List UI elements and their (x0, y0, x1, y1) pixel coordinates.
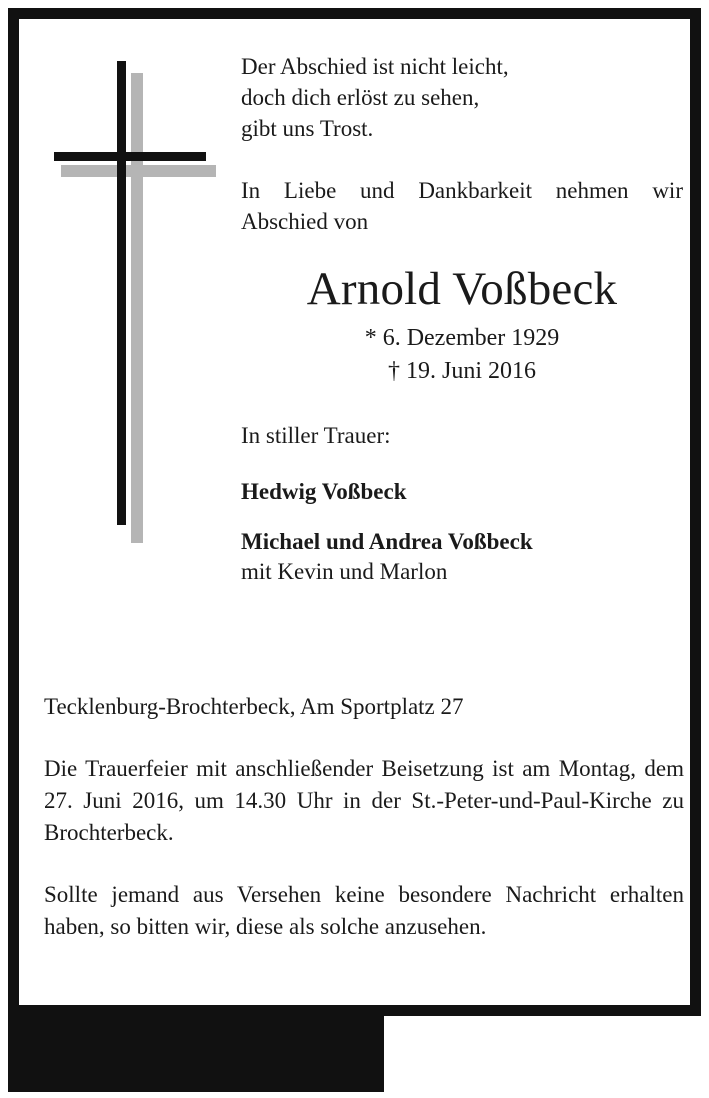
cross-shadow-horizontal (61, 165, 216, 177)
address-text: Tecklenburg-Brochterbeck, Am Sportplatz 27 (44, 694, 464, 719)
card-inner (19, 19, 690, 1005)
notice-text: Sollte jemand aus Versehen keine besondere Nachricht erhalten haben, so bitten wir, diese als solche anzusehen. (44, 882, 684, 939)
deceased-name: Arnold Voßbeck (306, 263, 618, 315)
death-date: † 19. Juni 2016 (387, 358, 536, 384)
verse-line-1: Der Abschied ist nicht leicht, (241, 54, 509, 79)
mourner-group (241, 477, 683, 507)
bottom-black-band (8, 1016, 384, 1092)
cross-shadow-vertical (131, 73, 143, 543)
intro-text: In Liebe und Dankbarkeit nehmen wir Abschied von (241, 178, 683, 234)
mourner-secondary: mit Kevin und Marlon (241, 559, 448, 584)
border-frame (8, 8, 701, 1016)
intro-block (241, 175, 683, 237)
cross-vertical (117, 61, 126, 525)
service-block (44, 753, 684, 849)
lower-text-column (44, 691, 684, 943)
verse-block (241, 51, 683, 144)
life-dates (241, 323, 683, 387)
notice-block (44, 879, 684, 943)
mourner-group (241, 527, 683, 587)
mourners-label: In stiller Trauer: (241, 423, 391, 448)
mourners-block (241, 421, 683, 587)
address-block (44, 691, 684, 723)
mourner-primary: Michael und Andrea Voßbeck (241, 529, 533, 554)
cross-horizontal (54, 152, 206, 161)
cross-icon (49, 57, 229, 547)
verse-line-3: gibt uns Trost. (241, 116, 374, 141)
upper-text-column (241, 51, 683, 587)
verse-line-2: doch dich erlöst zu sehen, (241, 85, 480, 110)
birth-date: * 6. Dezember 1929 (364, 325, 560, 351)
mourner-primary: Hedwig Voßbeck (241, 479, 407, 504)
service-text: Die Trauerfeier mit anschließender Beisetzung ist am Montag, dem 27. Juni 2016, um 14.30 Uhr in der St.-Peter-und-Paul-Kirche zu Brochterbeck. (44, 756, 684, 845)
